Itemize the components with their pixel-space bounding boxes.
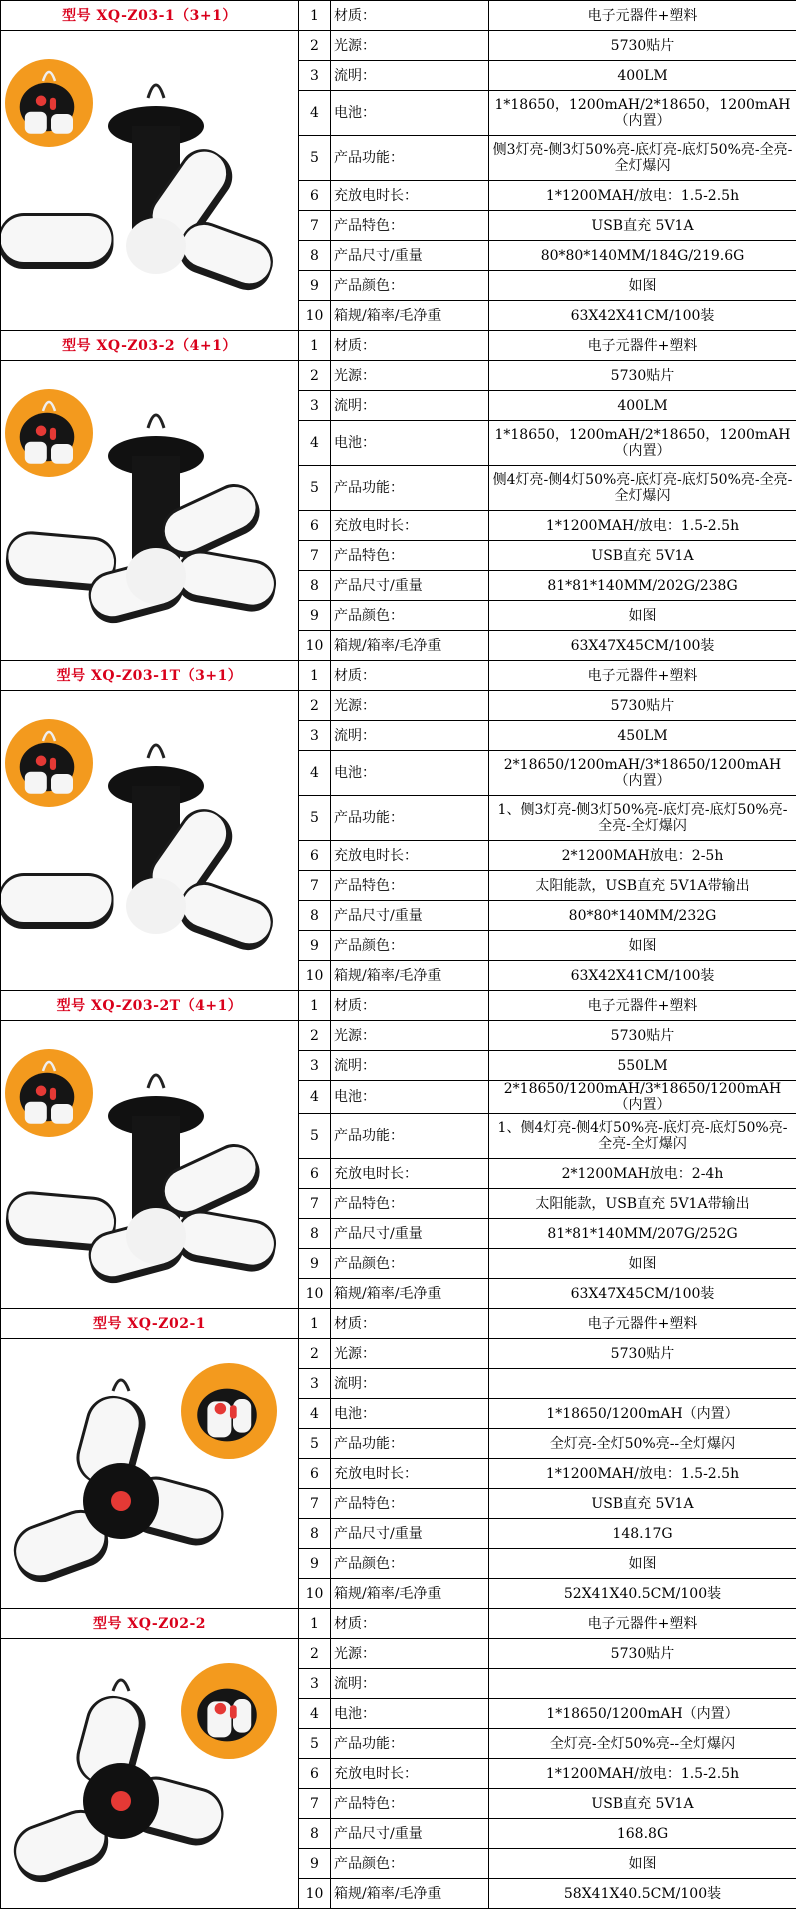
spec-label: 产品尺寸/重量: [331, 571, 489, 601]
spec-number: 4: [299, 1699, 331, 1729]
spec-label: 产品功能：: [331, 796, 489, 841]
spec-number: 9: [299, 271, 331, 301]
spec-label: 箱规/箱率/毛净重: [331, 1279, 489, 1309]
product-image-cell: [1, 361, 299, 661]
inset-closeup-image: [5, 389, 93, 477]
spec-value: 5730贴片: [489, 31, 796, 61]
spec-number: 9: [299, 601, 331, 631]
spec-label: 产品特色：: [331, 1489, 489, 1519]
spec-number: 1: [299, 1309, 331, 1339]
spec-label: 光源：: [331, 31, 489, 61]
spec-number: 9: [299, 1849, 331, 1879]
spec-label: 材质：: [331, 661, 489, 691]
inset-closeup-image: [181, 1363, 277, 1459]
spec-label: 产品特色：: [331, 211, 489, 241]
spec-number: 6: [299, 181, 331, 211]
spec-label: 电池：: [331, 91, 489, 136]
spec-value: 5730贴片: [489, 1021, 796, 1051]
spec-number: 6: [299, 841, 331, 871]
product-image-cell: [1, 1339, 299, 1609]
spec-label: 产品尺寸/重量: [331, 241, 489, 271]
lamp-panel: [1, 873, 114, 929]
spec-row: [1, 361, 796, 391]
spec-value: 1*18650，1200mAH/2*18650，1200mAH（内置）: [489, 91, 796, 136]
spec-label: 箱规/箱率/毛净重: [331, 1879, 489, 1909]
spec-value: 52X41X40.5CM/100装: [489, 1579, 796, 1609]
spec-value: 电子元器件+塑料: [489, 331, 796, 361]
spec-row: [1, 1309, 796, 1339]
spec-label: 充放电时长：: [331, 1459, 489, 1489]
spec-value: 如图: [489, 1249, 796, 1279]
spec-number: 10: [299, 961, 331, 991]
spec-label: 材质：: [331, 1, 489, 31]
product-image-cell: [1, 691, 299, 991]
spec-number: 7: [299, 1189, 331, 1219]
spec-label: 充放电时长：: [331, 181, 489, 211]
spec-row: [1, 661, 796, 691]
spec-number: 10: [299, 1879, 331, 1909]
power-button: [111, 1491, 131, 1511]
spec-number: 4: [299, 1399, 331, 1429]
spec-number: 3: [299, 1669, 331, 1699]
spec-label: 箱规/箱率/毛净重: [331, 1579, 489, 1609]
spec-row: [1, 691, 796, 721]
product-image: [1, 361, 299, 661]
spec-label: 产品特色：: [331, 1189, 489, 1219]
spec-number: 8: [299, 1219, 331, 1249]
spec-number: 4: [299, 751, 331, 796]
spec-value: 侧4灯亮-侧4灯50%亮-底灯亮-底灯50%亮-全亮-全灯爆闪: [489, 466, 796, 511]
spec-value: 1*18650/1200mAH（内置）: [489, 1699, 796, 1729]
spec-label: 产品颜色：: [331, 931, 489, 961]
spec-label: 充放电时长：: [331, 1159, 489, 1189]
spec-label: 电池：: [331, 1399, 489, 1429]
spec-number: 10: [299, 301, 331, 331]
spec-value: 全灯亮-全灯50%亮--全灯爆闪: [489, 1729, 796, 1759]
spec-value: 550LM: [489, 1051, 796, 1081]
spec-number: 8: [299, 241, 331, 271]
spec-number: 1: [299, 1, 331, 31]
spec-value: 电子元器件+塑料: [489, 1309, 796, 1339]
spec-number: 8: [299, 1519, 331, 1549]
spec-value: 63X47X45CM/100装: [489, 631, 796, 661]
spec-row: [1, 31, 796, 61]
spec-number: 7: [299, 1789, 331, 1819]
spec-value: 5730贴片: [489, 1339, 796, 1369]
spec-value: 电子元器件+塑料: [489, 1, 796, 31]
product-image-cell: [1, 31, 299, 331]
spec-number: 2: [299, 691, 331, 721]
spec-value: 1*1200MAH/放电：1.5-2.5h: [489, 511, 796, 541]
spec-value: 侧3灯亮-侧3灯50%亮-底灯亮-底灯50%亮-全亮-全灯爆闪: [489, 136, 796, 181]
spec-value: 电子元器件+塑料: [489, 1609, 796, 1639]
spec-label: 电池：: [331, 751, 489, 796]
spec-value: 5730贴片: [489, 361, 796, 391]
spec-label: 材质：: [331, 331, 489, 361]
model-title: 型号 XQ-Z03-2（4+1）: [1, 331, 299, 361]
lamp-panel: [1, 213, 114, 269]
spec-label: 箱规/箱率/毛净重: [331, 301, 489, 331]
spec-row: [1, 1021, 796, 1051]
spec-value: 如图: [489, 601, 796, 631]
spec-row: [1, 1, 796, 31]
spec-value: 1*18650/1200mAH（内置）: [489, 1399, 796, 1429]
inset-closeup-image: [5, 1049, 93, 1137]
spec-value: 电子元器件+塑料: [489, 661, 796, 691]
product-image: [1, 1339, 299, 1609]
spec-label: 电池：: [331, 421, 489, 466]
spec-label: 流明：: [331, 61, 489, 91]
inset-closeup-image: [5, 719, 93, 807]
spec-number: 1: [299, 991, 331, 1021]
spec-number: 4: [299, 421, 331, 466]
spec-label: 流明：: [331, 391, 489, 421]
spec-value: 450LM: [489, 721, 796, 751]
spec-number: 7: [299, 211, 331, 241]
spec-number: 8: [299, 571, 331, 601]
spec-label: 产品功能：: [331, 1729, 489, 1759]
spec-number: 5: [299, 136, 331, 181]
model-title: 型号 XQ-Z02-1: [1, 1309, 299, 1339]
spec-label: 产品尺寸/重量: [331, 1819, 489, 1849]
spec-number: 1: [299, 1609, 331, 1639]
spec-label: 产品功能：: [331, 1429, 489, 1459]
spec-value: 168.8G: [489, 1819, 796, 1849]
spec-row: [1, 991, 796, 1021]
spec-number: 9: [299, 931, 331, 961]
spec-number: 2: [299, 361, 331, 391]
spec-label: 流明：: [331, 1051, 489, 1081]
spec-value: 1*1200MAH/放电：1.5-2.5h: [489, 181, 796, 211]
spec-value: 63X47X45CM/100装: [489, 1279, 796, 1309]
spec-number: 8: [299, 1819, 331, 1849]
spec-label: 产品尺寸/重量: [331, 1219, 489, 1249]
spec-value: 1*1200MAH/放电：1.5-2.5h: [489, 1459, 796, 1489]
spec-value: 如图: [489, 1849, 796, 1879]
spec-value: 2*18650/1200mAH/3*18650/1200mAH（内置）: [489, 1081, 796, 1114]
product-image: [1, 1639, 299, 1909]
model-title: 型号 XQ-Z03-1T（3+1）: [1, 661, 299, 691]
spec-label: 光源：: [331, 361, 489, 391]
inset-closeup-image: [181, 1663, 277, 1759]
spec-value: USB直充 5V1A: [489, 1489, 796, 1519]
spec-label: 流明：: [331, 1369, 489, 1399]
spec-number: 1: [299, 331, 331, 361]
spec-label: 产品颜色：: [331, 271, 489, 301]
spec-row: [1, 1339, 796, 1369]
spec-number: 7: [299, 541, 331, 571]
spec-number: 9: [299, 1249, 331, 1279]
spec-label: 光源：: [331, 691, 489, 721]
spec-value: 58X41X40.5CM/100装: [489, 1879, 796, 1909]
spec-number: 10: [299, 1279, 331, 1309]
spec-number: 2: [299, 1021, 331, 1051]
spec-label: 材质：: [331, 1609, 489, 1639]
spec-number: 5: [299, 796, 331, 841]
spec-number: 5: [299, 1429, 331, 1459]
spec-value: 81*81*140MM/202G/238G: [489, 571, 796, 601]
spec-label: 电池：: [331, 1081, 489, 1114]
spec-label: 产品颜色：: [331, 1249, 489, 1279]
spec-value: 电子元器件+塑料: [489, 991, 796, 1021]
spec-value: 5730贴片: [489, 1639, 796, 1669]
spec-value: USB直充 5V1A: [489, 211, 796, 241]
spec-number: 10: [299, 1579, 331, 1609]
spec-label: 光源：: [331, 1639, 489, 1669]
model-title: 型号 XQ-Z03-2T（4+1）: [1, 991, 299, 1021]
spec-number: 6: [299, 1759, 331, 1789]
spec-number: 2: [299, 1639, 331, 1669]
spec-value: [489, 1369, 796, 1399]
spec-number: 9: [299, 1549, 331, 1579]
spec-label: 箱规/箱率/毛净重: [331, 961, 489, 991]
spec-value: 太阳能款，USB直充 5V1A带输出: [489, 871, 796, 901]
spec-label: 电池：: [331, 1699, 489, 1729]
spec-number: 10: [299, 631, 331, 661]
power-button: [111, 1791, 131, 1811]
spec-number: 6: [299, 1459, 331, 1489]
spec-number: 8: [299, 901, 331, 931]
spec-number: 5: [299, 1729, 331, 1759]
spec-value: 81*81*140MM/207G/252G: [489, 1219, 796, 1249]
spec-label: 充放电时长：: [331, 511, 489, 541]
spec-label: 充放电时长：: [331, 1759, 489, 1789]
spec-value: 2*1200MAH放电：2-5h: [489, 841, 796, 871]
spec-number: 3: [299, 1369, 331, 1399]
spec-value: 太阳能款，USB直充 5V1A带输出: [489, 1189, 796, 1219]
spec-value: 1、侧3灯亮-侧3灯50%亮-底灯亮-底灯50%亮-全亮-全灯爆闪: [489, 796, 796, 841]
spec-label: 流明：: [331, 721, 489, 751]
spec-label: 产品特色：: [331, 871, 489, 901]
spec-number: 3: [299, 391, 331, 421]
lamp-panel: [172, 547, 280, 616]
spec-value: 2*18650/1200mAH/3*18650/1200mAH（内置）: [489, 751, 796, 796]
spec-number: 7: [299, 1489, 331, 1519]
spec-value: 400LM: [489, 391, 796, 421]
spec-value: 80*80*140MM/232G: [489, 901, 796, 931]
spec-number: 5: [299, 1114, 331, 1159]
spec-label: 产品颜色：: [331, 1849, 489, 1879]
spec-number: 2: [299, 31, 331, 61]
product-image: [1, 31, 299, 331]
spec-value: 如图: [489, 271, 796, 301]
spec-value: 全灯亮-全灯50%亮--全灯爆闪: [489, 1429, 796, 1459]
spec-label: 产品功能：: [331, 466, 489, 511]
spec-label: 流明：: [331, 1669, 489, 1699]
spec-value: 80*80*140MM/184G/219.6G: [489, 241, 796, 271]
spec-label: 箱规/箱率/毛净重: [331, 631, 489, 661]
product-image: [1, 691, 299, 991]
spec-value: 1*18650，1200mAH/2*18650，1200mAH（内置）: [489, 421, 796, 466]
spec-label: 产品尺寸/重量: [331, 901, 489, 931]
spec-label: 光源：: [331, 1021, 489, 1051]
spec-number: 3: [299, 1051, 331, 1081]
spec-label: 产品功能：: [331, 136, 489, 181]
spec-label: 材质：: [331, 991, 489, 1021]
spec-value: 5730贴片: [489, 691, 796, 721]
spec-label: 材质：: [331, 1309, 489, 1339]
spec-value: 如图: [489, 931, 796, 961]
spec-value: 148.17G: [489, 1519, 796, 1549]
spec-value: 63X42X41CM/100装: [489, 301, 796, 331]
lamp-panel: [172, 1207, 280, 1276]
spec-value: 1*1200MAH/放电：1.5-2.5h: [489, 1759, 796, 1789]
spec-number: 3: [299, 61, 331, 91]
spec-label: 产品功能：: [331, 1114, 489, 1159]
spec-number: 6: [299, 1159, 331, 1189]
product-image: [1, 1021, 299, 1306]
spec-value: 63X42X41CM/100装: [489, 961, 796, 991]
spec-number: 3: [299, 721, 331, 751]
model-title: 型号 XQ-Z03-1（3+1）: [1, 1, 299, 31]
spec-number: 1: [299, 661, 331, 691]
spec-number: 4: [299, 91, 331, 136]
spec-number: 5: [299, 466, 331, 511]
spec-label: 光源：: [331, 1339, 489, 1369]
spec-value: [489, 1669, 796, 1699]
spec-value: 如图: [489, 1549, 796, 1579]
spec-label: 产品特色：: [331, 541, 489, 571]
spec-number: 7: [299, 871, 331, 901]
model-title: 型号 XQ-Z02-2: [1, 1609, 299, 1639]
product-image-cell: [1, 1021, 299, 1309]
spec-value: USB直充 5V1A: [489, 541, 796, 571]
spec-row: [1, 331, 796, 361]
inset-closeup-image: [5, 59, 93, 147]
spec-row: [1, 1609, 796, 1639]
spec-value: 2*1200MAH放电：2-4h: [489, 1159, 796, 1189]
spec-number: 6: [299, 511, 331, 541]
spec-value: 400LM: [489, 61, 796, 91]
spec-label: 产品尺寸/重量: [331, 1519, 489, 1549]
spec-label: 产品颜色：: [331, 601, 489, 631]
spec-number: 4: [299, 1081, 331, 1114]
spec-value: USB直充 5V1A: [489, 1789, 796, 1819]
spec-number: 2: [299, 1339, 331, 1369]
spec-row: [1, 1639, 796, 1669]
spec-label: 充放电时长：: [331, 841, 489, 871]
spec-label: 产品特色：: [331, 1789, 489, 1819]
product-image-cell: [1, 1639, 299, 1909]
spec-label: 产品颜色：: [331, 1549, 489, 1579]
spec-value: 1、侧4灯亮-侧4灯50%亮-底灯亮-底灯50%亮-全亮-全灯爆闪: [489, 1114, 796, 1159]
